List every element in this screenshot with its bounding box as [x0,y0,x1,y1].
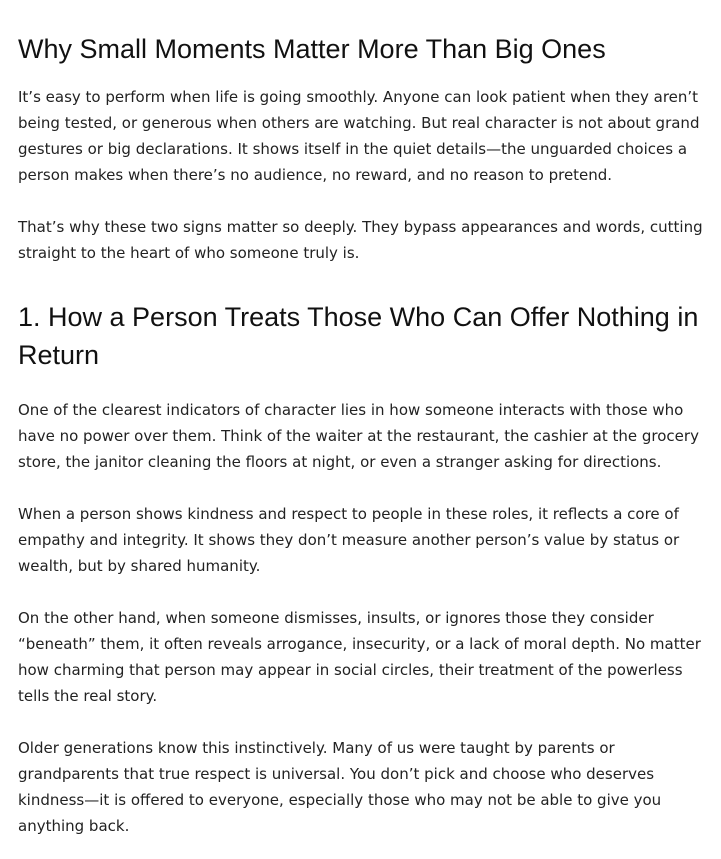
section-1-paragraph-2: When a person shows kindness and respect to people in these roles, it reflects a core of empathy and integrity. It shows they don’t measure another person’s value by status or wealth, but by shared humanity. [18,505,680,575]
intro-paragraph-2: That’s why these two signs matter so deeply. They bypass appearances and words, cutting straight to the heart of who someone truly is. [18,218,703,262]
section-1-paragraph-3: On the other hand, when someone dismisses, insults, or ignores those they consider “beneath” them, it often reveals arrogance, insecurity, or a lack of moral depth. No matter how charming that person may appear in social circles, their treatment of the powerless tells the real story. [18,609,701,705]
section-1-paragraph-4: Older generations know this instinctively. Many of us were taught by parents or grandparents that true respect is universal. You don’t pick and choose who deserves kindness—it is offered to everyone, especially those who may not be able to give you anything back. [18,739,662,835]
section-1-paragraph-1: One of the clearest indicators of character lies in how someone interacts with those who have no power over them. Think of the waiter at the restaurant, the cashier at the grocery store, the janitor cleaning the floors at night, or even a stranger asking for directions. [18,401,699,471]
article-title: Why Small Moments Matter More Than Big Ones [18,34,606,64]
intro-paragraph-1: It’s easy to perform when life is going smoothly. Anyone can look patient when they aren’t being tested, or generous when others are watching. But real character is not about grand gestures or big declarations. It shows itself in the quiet details—the unguarded choices a person makes when there’s no audience, no reward, and no reason to pretend. [18,88,700,184]
article-body [18,0,710,839]
section-1-heading: 1. How a Person Treats Those Who Can Offer Nothing in Return [18,302,699,370]
